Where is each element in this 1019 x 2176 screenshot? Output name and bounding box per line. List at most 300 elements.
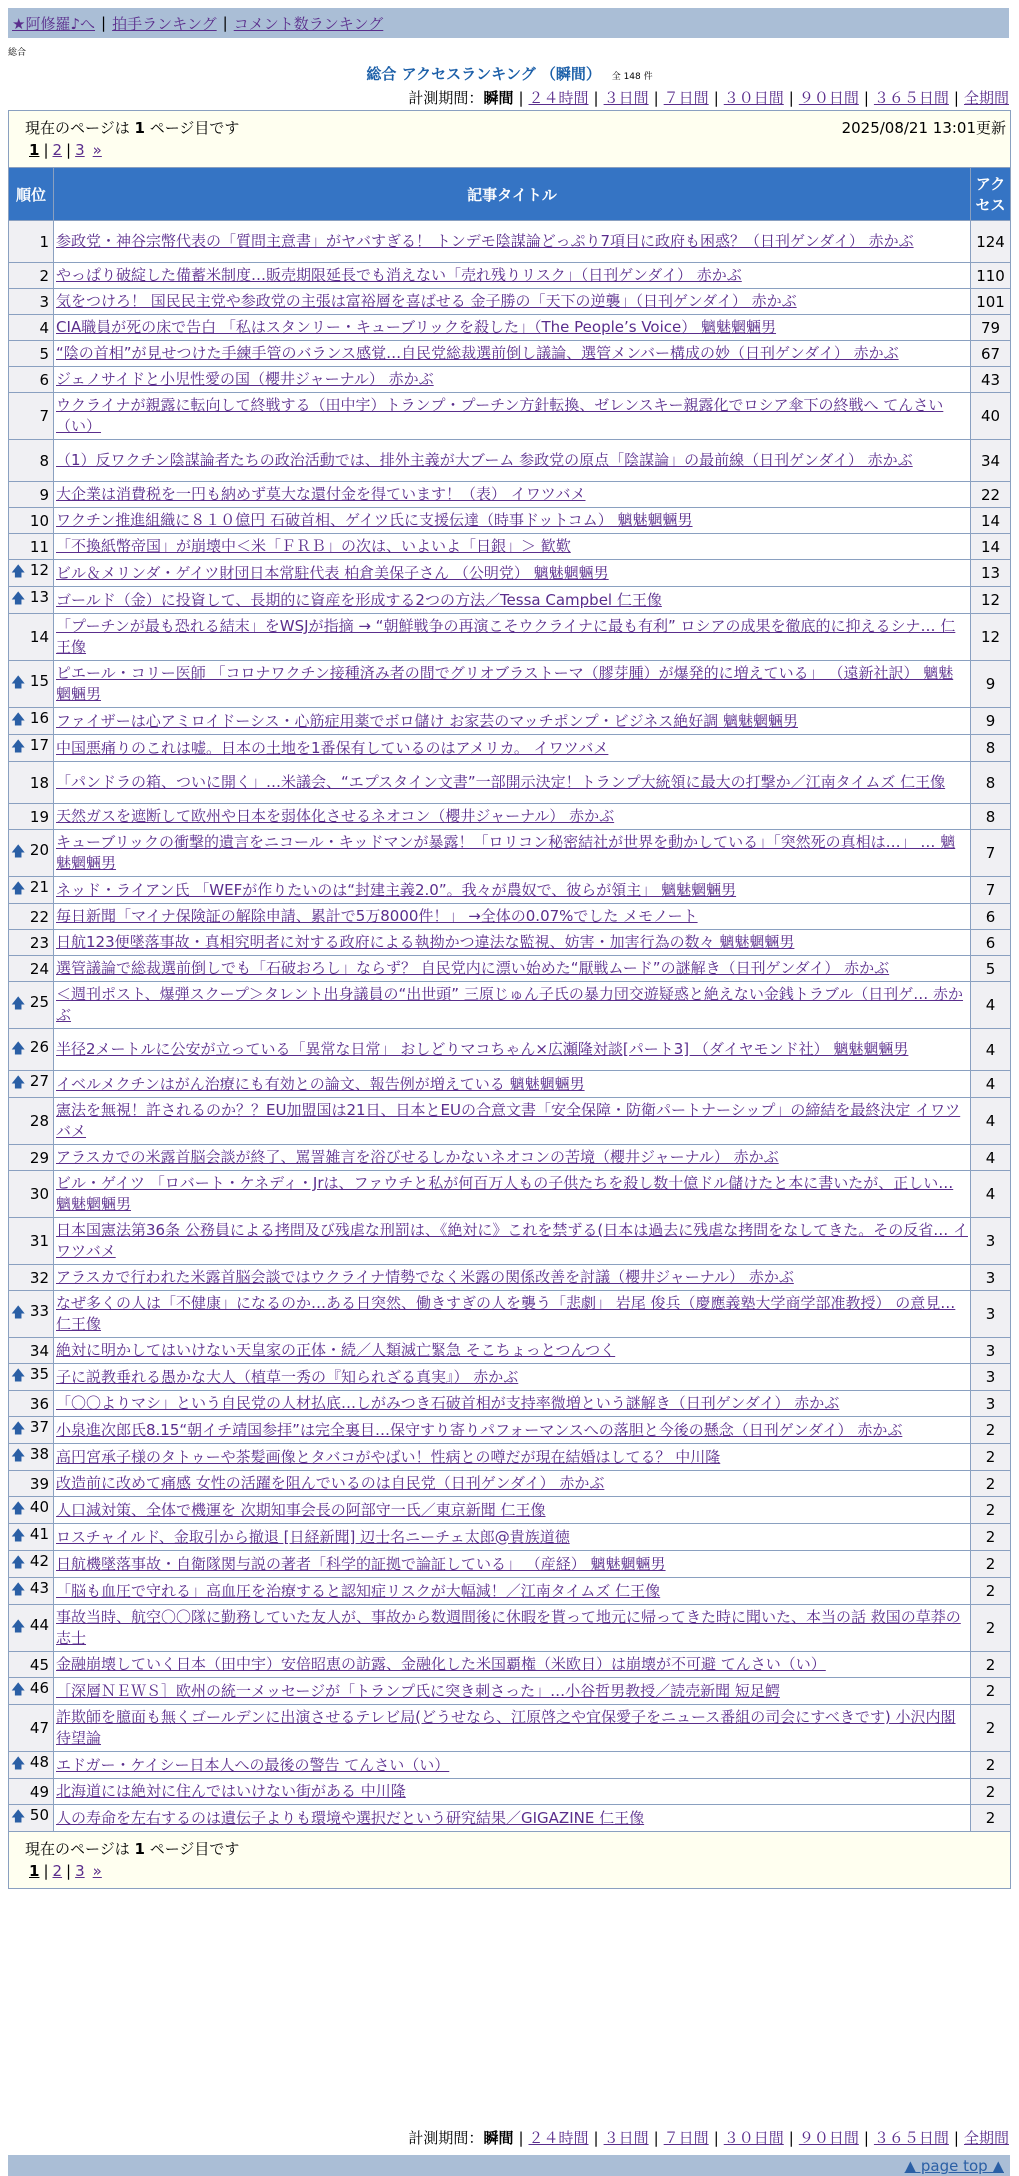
title-cell	[54, 1291, 971, 1338]
arrow-up-icon: 🡅	[11, 1040, 26, 1057]
period-link[interactable]: ９０日間	[798, 2129, 859, 2147]
table-row	[9, 1471, 1011, 1497]
nav-separator: |	[101, 14, 107, 32]
table-row	[9, 221, 1011, 263]
rank-cell	[9, 1171, 54, 1218]
period-link[interactable]: ２４時間	[528, 89, 589, 107]
clap-ranking-link[interactable]: 拍手ランキング	[112, 14, 217, 33]
article-link[interactable]: 日本国憲法第36条 公務員による拷問及び残虐な刑罰は、《絶対に》これを禁ずる(日本は過去に残虐な拷問をなしてきた。その反省… イワツバメ	[56, 1221, 968, 1260]
period-current: 瞬間	[483, 2129, 514, 2147]
rank-cell	[9, 1652, 54, 1678]
title-cell	[54, 560, 971, 587]
rank-cell	[9, 1524, 54, 1551]
rank-cell	[9, 1805, 54, 1832]
article-link[interactable]: 選管議論で総裁選前倒しでも「石破おろし」ならず？ 自民党内に漂い始めた“厭戦ムード”の謎解き（日刊ゲンダイ） 赤かぶ	[56, 959, 890, 977]
arrow-up-icon: 🡅	[11, 996, 26, 1012]
rank-cell	[9, 1029, 54, 1071]
article-link[interactable]: ピエール・コリー医師 「コロナワクチン接種済み者の間でグリオブラストーマ（膠芽腫）が爆発的に増えている」 （遠新社訳） 魑魅魍魎男	[56, 664, 954, 703]
access-count: 2	[971, 1471, 1011, 1497]
title-cell	[54, 289, 971, 315]
rank-number: 9	[39, 485, 49, 504]
title-cell	[54, 1605, 971, 1652]
comment-ranking-link[interactable]: コメント数ランキング	[233, 14, 384, 33]
period-separator: |	[653, 89, 659, 107]
info-row-top	[9, 111, 1011, 168]
rank-number: 37	[29, 1418, 49, 1436]
article-link[interactable]: 絶対に明かしてはいけない天皇家の正体・続／人類滅亡緊急 そこちょっとつんつく	[56, 1341, 616, 1359]
rank-number: 26	[29, 1037, 49, 1056]
arrow-up-icon: 🡅	[11, 1501, 26, 1517]
rank-cell	[9, 1752, 54, 1779]
rank-cell	[9, 1291, 54, 1338]
rank-cell	[9, 1497, 54, 1524]
period-separator: |	[593, 89, 599, 107]
rank-cell	[9, 1364, 54, 1391]
article-link[interactable]: 子に説教垂れる愚かな大人（植草一秀の『知られざる真実』） 赤かぶ	[56, 1367, 519, 1386]
pager-page-3[interactable]: 3	[75, 1862, 85, 1880]
access-count: 34	[971, 440, 1011, 482]
pager-current: 1	[29, 141, 40, 159]
pager: 1 | 2 | 3 »	[29, 141, 102, 159]
table-row	[9, 315, 1011, 341]
article-link[interactable]: 人口減対策、全体で機運を 次期知事会長の阿部守一氏／東京新聞 仁王像	[56, 1500, 546, 1519]
rank-number: 49	[29, 1782, 49, 1801]
rank-cell	[9, 735, 54, 762]
table-row	[9, 1752, 1011, 1779]
table-row	[9, 1678, 1011, 1705]
title-cell	[54, 1779, 971, 1805]
rank-number: 3	[39, 292, 49, 311]
title-cell	[54, 1524, 971, 1551]
rank-number: 17	[29, 736, 49, 754]
title-cell	[54, 1098, 971, 1145]
table-row	[9, 1265, 1011, 1291]
ranking-table	[8, 110, 1011, 1889]
rank-cell	[9, 1417, 54, 1444]
title-cell	[54, 708, 971, 735]
article-link[interactable]: ジェノサイドと小児性愛の国（櫻井ジャーナル） 赤かぶ	[56, 370, 434, 388]
table-row	[9, 1145, 1011, 1171]
arrow-up-icon: 🡅	[11, 1421, 26, 1437]
access-count: 4	[971, 982, 1011, 1029]
access-count: 2	[971, 1417, 1011, 1444]
ranking-title: 総合 アクセスランキング （瞬間）	[366, 65, 601, 83]
updated-time: 2025/08/21 13:01更新	[841, 119, 1007, 137]
article-link[interactable]: 日航123便墜落事故・真相究明者に対する政府による執拗かつ違法な監視、妨害・加害行為の数々 魑魅魍魎男	[56, 933, 795, 951]
table-row	[9, 367, 1011, 393]
period-separator: |	[518, 2129, 524, 2147]
title-cell	[54, 263, 971, 289]
rank-cell	[9, 289, 54, 315]
title-cell	[54, 1805, 971, 1832]
top-nav-bar	[8, 8, 1009, 38]
rank-cell	[9, 1265, 54, 1291]
rank-cell	[9, 587, 54, 614]
rank-cell	[9, 1705, 54, 1752]
rank-cell	[9, 440, 54, 482]
title-cell	[54, 508, 971, 534]
table-row	[9, 482, 1011, 508]
arrow-up-icon: 🡅	[11, 591, 26, 607]
period-link[interactable]: ９０日間	[798, 89, 859, 107]
title-cell	[54, 1652, 971, 1678]
rank-number: 10	[29, 511, 49, 530]
article-link[interactable]: 詐欺師を臆面も無くゴールデンに出演させるテレビ局(どうせなら、江原啓之や宜保愛子をニュース番組の司会にすべきです) 小沢内閣待望論	[56, 1708, 956, 1747]
rank-cell	[9, 534, 54, 560]
table-row	[9, 930, 1011, 956]
period-separator: |	[518, 89, 524, 107]
article-link[interactable]: ワクチン推進組織に８１０億円 石破首相、ゲイツ氏に支援伝達（時事ドットコム） 魑魅魍魎男	[56, 511, 693, 529]
rank-number: 33	[29, 1302, 49, 1320]
access-count: 3	[971, 1291, 1011, 1338]
period-separator: |	[953, 89, 959, 107]
title-cell	[54, 956, 971, 982]
rank-cell	[9, 1218, 54, 1265]
rank-number: 5	[39, 344, 49, 363]
article-link[interactable]: イベルメクチンはがん治療にも有効との論文、報告例が増えている 魑魅魍魎男	[56, 1074, 585, 1093]
rank-cell	[9, 508, 54, 534]
rank-number: 31	[29, 1232, 49, 1250]
article-link[interactable]: 天然ガスを遮断して欧州や日本を弱体化させるネオコン（櫻井ジャーナル） 赤かぶ	[56, 807, 615, 825]
rank-number: 25	[29, 993, 49, 1011]
title-cell	[54, 315, 971, 341]
title-cell	[54, 367, 971, 393]
title-cell	[54, 1678, 971, 1705]
table-row	[9, 1417, 1011, 1444]
table-row	[9, 1338, 1011, 1364]
rank-number: 15	[29, 672, 49, 690]
access-count: 4	[971, 1071, 1011, 1098]
rank-cell	[9, 762, 54, 804]
article-link[interactable]: 「パンドラの箱、ついに開く」…米議会、“エプスタイン文書”一部開示決定！トランプ大統領に最大の打撃か／江南タイムズ 仁王像	[56, 773, 946, 791]
article-link[interactable]: 改造前に改めて痛感 女性の活躍を阻んでいるのは自民党（日刊ゲンダイ） 赤かぶ	[56, 1474, 605, 1492]
article-link[interactable]: ビル＆メリンダ・ゲイツ財団日本常駐代表 柏倉美保子さん （公明党） 魑魅魍魎男	[56, 563, 609, 582]
rank-number: 6	[39, 370, 49, 389]
rank-cell	[9, 1678, 54, 1705]
table-row	[9, 1291, 1011, 1338]
rank-number: 20	[29, 841, 49, 859]
table-row	[9, 263, 1011, 289]
table-row	[9, 1071, 1011, 1098]
title-cell	[54, 930, 971, 956]
rank-cell	[9, 1605, 54, 1652]
table-row	[9, 560, 1011, 587]
period-link[interactable]: ３６５日間	[873, 89, 949, 107]
rank-cell	[9, 661, 54, 708]
category-label: 総合	[8, 48, 27, 58]
access-count: 14	[971, 534, 1011, 560]
table-row	[9, 1524, 1011, 1551]
rank-header: 順位	[9, 168, 54, 221]
article-link[interactable]: ［深層ＮＥＷＳ］欧州の統一メッセージが「トランプ氏に突き刺さった」…小谷哲男教授／読売新聞 短足鰐	[56, 1681, 780, 1700]
article-link[interactable]: 「〇〇よりマシ」という自民党の人材払底…しがみつき石破首相が支持率微増という謎解き（日刊ゲンダイ） 赤かぶ	[56, 1394, 840, 1412]
title-cell	[54, 1551, 971, 1578]
pager-next[interactable]: »	[92, 141, 102, 159]
table-row	[9, 1779, 1011, 1805]
table-row	[9, 735, 1011, 762]
pager-page-2[interactable]: 2	[52, 141, 63, 159]
article-link[interactable]: “陰の首相”が見せつけた手練手管のバランス感覚…自民党総裁選前倒し議論、選管メンバー構成の妙（日刊ゲンダイ） 赤かぶ	[56, 344, 899, 362]
period-selector-top	[408, 87, 1009, 108]
access-count: 110	[971, 263, 1011, 289]
period-separator: |	[953, 2129, 959, 2147]
article-link[interactable]: 事故当時、航空〇〇隊に勤務していた友人が、事故から数週間後に休暇を貰って地元に帰ってきた時に聞いた、本当の話 救国の草莽の志士	[56, 1608, 961, 1647]
access-count: 12	[971, 614, 1011, 661]
table-row	[9, 1578, 1011, 1605]
access-count: 2	[971, 1678, 1011, 1705]
page-title	[0, 63, 1019, 84]
access-count: 4	[971, 1171, 1011, 1218]
rank-cell	[9, 1391, 54, 1417]
page-indicator: 現在のページは 1 ページ目です	[25, 1840, 240, 1858]
article-link[interactable]: ロスチャイルド、金取引から撤退 [日経新聞] 辺士名ニーチェ太郎@貴族道徳	[56, 1527, 570, 1546]
article-link[interactable]: ウクライナが親露に転向して終戦する（田中宇）トランプ・プーチン方針転換、ゼレンスキー親露化でロシア傘下の終戦へ てんさい（い）	[56, 396, 944, 435]
access-count: 2	[971, 1805, 1011, 1832]
access-count: 2	[971, 1705, 1011, 1752]
arrow-up-icon: 🡅	[11, 1756, 26, 1772]
period-link[interactable]: ３日間	[603, 89, 649, 107]
rank-number: 30	[29, 1185, 49, 1203]
access-count: 2	[971, 1752, 1011, 1779]
pager-next[interactable]: »	[92, 1862, 102, 1880]
period-separator: |	[593, 2129, 599, 2147]
pager: 1 | 2 | 3 »	[29, 1862, 102, 1880]
article-link[interactable]: 参政党・神谷宗幣代表の「質問主意書」がヤバすぎる！ トンデモ陰謀論どっぷり7項目に政府も困惑？（日刊ゲンダイ） 赤かぶ	[56, 232, 914, 250]
title-cell	[54, 221, 971, 263]
article-link[interactable]: 気をつけろ！ 国民民主党や参政党の主張は富裕層を喜ばせる 金子勝の「天下の逆襲」（日刊ゲンダイ） 赤かぶ	[56, 292, 797, 310]
article-link[interactable]: ＜週刊ポスト、爆弾スクープ＞タレント出身議員の“出世頭” 三原じゅん子氏の暴力団交遊疑惑と絶えない金銭トラブル（日刊ゲ… 赤かぶ	[56, 985, 964, 1024]
period-separator: |	[713, 2129, 719, 2147]
rank-number: 2	[39, 266, 49, 285]
title-cell	[54, 1391, 971, 1417]
table-header	[9, 168, 1011, 221]
access-count: 2	[971, 1652, 1011, 1678]
table-row	[9, 1652, 1011, 1678]
pager-page-2[interactable]: 2	[52, 1862, 63, 1880]
arrow-up-icon: 🡅	[11, 739, 26, 755]
title-cell	[54, 904, 971, 930]
access-count: 13	[971, 560, 1011, 587]
arrow-up-icon: 🡅	[11, 675, 26, 691]
rank-number: 24	[29, 959, 49, 978]
rank-cell	[9, 1471, 54, 1497]
rank-cell	[9, 1071, 54, 1098]
access-count: 4	[971, 1145, 1011, 1171]
article-link[interactable]: 毎日新聞「マイナ保険証の解除申請、累計で5万8000件！」 →全体の0.07%でした メモノート	[56, 907, 698, 925]
table-row	[9, 904, 1011, 930]
nav-separator: |	[222, 14, 228, 32]
table-row	[9, 982, 1011, 1029]
title-cell	[54, 587, 971, 614]
table-row	[9, 708, 1011, 735]
title-cell	[54, 804, 971, 830]
rank-number: 34	[29, 1341, 49, 1360]
title-cell	[54, 393, 971, 440]
rank-cell	[9, 341, 54, 367]
access-count: 3	[971, 1338, 1011, 1364]
access-count: 3	[971, 1218, 1011, 1265]
access-count: 2	[971, 1524, 1011, 1551]
article-link[interactable]: 大企業は消費税を一円も納めず莫大な還付金を得ています！（表） イワツバメ	[56, 485, 586, 503]
access-count: 79	[971, 315, 1011, 341]
title-cell	[54, 1364, 971, 1391]
info-row-bottom	[9, 1832, 1011, 1889]
rank-number: 50	[29, 1806, 49, 1824]
article-link[interactable]: ネッド・ライアン氏 「WEFが作りたいのは“封建主義2.0”。我々が農奴で、彼らが領主」 魑魅魍魎男	[56, 880, 737, 899]
access-count: 67	[971, 341, 1011, 367]
rank-number: 45	[29, 1655, 49, 1674]
rank-number: 14	[29, 628, 49, 646]
access-count: 3	[971, 1265, 1011, 1291]
period-label: 計測期間：	[408, 2129, 484, 2147]
arrow-up-icon: 🡅	[11, 1075, 26, 1091]
access-count: 8	[971, 804, 1011, 830]
access-count: 40	[971, 393, 1011, 440]
access-count: 12	[971, 587, 1011, 614]
rank-cell	[9, 367, 54, 393]
title-cell	[54, 614, 971, 661]
bottom-bar	[8, 2155, 1010, 2176]
rank-cell	[9, 804, 54, 830]
item-count: 全 148 件	[611, 72, 653, 82]
rank-number: 19	[29, 807, 49, 826]
rank-number: 44	[29, 1616, 49, 1634]
access-count: 4	[971, 1029, 1011, 1071]
rank-cell	[9, 1444, 54, 1471]
article-link[interactable]: 高円宮承子様のタトゥーや茶髪画像とタバコがやばい！性病との噂だが現在結婚はしてる？ 中川隆	[56, 1447, 721, 1466]
rank-cell	[9, 315, 54, 341]
title-cell	[54, 341, 971, 367]
article-link[interactable]: 金融崩壊していく日本（田中宇）安倍昭恵の訪露、金融化した米国覇権（米欧日）は崩壊が不可避 てんさい（い）	[56, 1655, 826, 1673]
article-link[interactable]: ファイザーは心アミロイドーシス・心筋症用薬でボロ儲け お家芸のマッチポンプ・ビジネス絶好調 魑魅魍魎男	[56, 711, 798, 730]
period-link[interactable]: ３０日間	[723, 89, 784, 107]
rank-number: 28	[29, 1112, 49, 1130]
pager-page-3[interactable]: 3	[75, 141, 85, 159]
article-link[interactable]: アラスカでの米露首脳会談が終了、罵詈雑言を浴びせるしかないネオコンの苦境（櫻井ジャーナル） 赤かぶ	[56, 1148, 779, 1166]
period-link[interactable]: 全期間	[963, 89, 1009, 107]
table-row	[9, 877, 1011, 904]
article-link[interactable]: 小泉進次郎氏8.15“朝イチ靖国参拝”は完全裏目…保守すり寄りパフォーマンスへの落胆と今後の懸念（日刊ゲンダイ） 赤かぶ	[56, 1420, 903, 1439]
table-row	[9, 341, 1011, 367]
access-count: 6	[971, 930, 1011, 956]
page-indicator: 現在のページは 1 ページ目です	[25, 119, 240, 137]
access-count: 9	[971, 661, 1011, 708]
access-count: 6	[971, 904, 1011, 930]
rank-number: 43	[29, 1579, 49, 1597]
period-link[interactable]: ３０日間	[723, 2129, 784, 2147]
article-link[interactable]: キューブリックの衝撃的遺言をニコール・キッドマンが暴露！「ロリコン秘密結社が世界を動かしている」「突然死の真相は…」 … 魑魅魍魎男	[56, 833, 956, 872]
access-count: 7	[971, 877, 1011, 904]
period-link[interactable]: 全期間	[963, 2129, 1009, 2147]
rank-number: 40	[29, 1498, 49, 1516]
article-link[interactable]: 中国悪痛りのこれは嘘。日本の土地を1番保有しているのはアメリカ。 イワツバメ	[56, 738, 609, 757]
title-cell	[54, 1497, 971, 1524]
period-link[interactable]: ２４時間	[528, 2129, 589, 2147]
period-separator: |	[653, 2129, 659, 2147]
table-row	[9, 830, 1011, 877]
rank-number: 32	[29, 1268, 49, 1287]
article-link[interactable]: 半径2メートルに公安が立っている「異常な日常」 おしどりマコちゃん×広瀬隆対談[パート3] （ダイヤモンド社） 魑魅魍魎男	[56, 1040, 909, 1058]
period-link[interactable]: ７日間	[663, 89, 709, 107]
access-count: 22	[971, 482, 1011, 508]
arrow-up-icon: 🡅	[11, 1448, 26, 1464]
access-count: 14	[971, 508, 1011, 534]
pager-current: 1	[29, 1862, 40, 1880]
article-link[interactable]: CIA職員が死の床で告白 「私はスタンリー・キューブリックを殺した」（The People’s Voice） 魑魅魍魎男	[56, 318, 777, 336]
rank-number: 27	[29, 1072, 49, 1090]
access-count: 7	[971, 830, 1011, 877]
title-cell	[54, 1471, 971, 1497]
arrow-up-icon: 🡅	[11, 1555, 26, 1571]
rank-number: 4	[39, 318, 49, 337]
rank-number: 11	[29, 537, 49, 556]
access-count: 2	[971, 1444, 1011, 1471]
table-row	[9, 393, 1011, 440]
article-link[interactable]: やっぱり破綻した備蓄米制度…販売期限延長でも消えない「売れ残りリスク」（日刊ゲンダイ） 赤かぶ	[56, 266, 742, 284]
table-row	[9, 1805, 1011, 1832]
title-cell	[54, 1265, 971, 1291]
article-link[interactable]: 憲法を無視！許されるのか？？EU加盟国は21日、日本とEUの合意文書「安全保障・防衛パートナーシップ」の締結を最終決定 イワツバメ	[56, 1101, 961, 1140]
arrow-up-icon: 🡅	[11, 844, 26, 860]
rank-cell	[9, 482, 54, 508]
article-link[interactable]: 「不換紙幣帝国」が崩壊中＜米「ＦＲＢ」の次は、いよいよ「日銀」＞ 歓歎	[56, 537, 571, 555]
article-link[interactable]: ゴールド（金）に投資して、長期的に資産を形成する2つの方法／Tessa Campbel 仁王像	[56, 590, 662, 609]
arrow-up-icon: 🡅	[11, 712, 26, 728]
rank-cell	[9, 1338, 54, 1364]
home-link[interactable]: ★阿修羅♪へ	[12, 14, 96, 33]
rank-cell	[9, 1779, 54, 1805]
rank-cell	[9, 221, 54, 263]
table-row	[9, 661, 1011, 708]
table-row	[9, 1444, 1011, 1471]
rank-number: 29	[29, 1148, 49, 1167]
rank-cell	[9, 956, 54, 982]
article-link[interactable]: ビル・ゲイツ 「ロバート・ケネディ・Jrは、ファウチと私が何百万人もの子供たちを殺し数十億ドル儲けたと本に書いたが、正しい… 魑魅魍魎男	[56, 1174, 954, 1213]
rank-number: 16	[29, 709, 49, 727]
title-cell	[54, 762, 971, 804]
period-selector-bottom	[408, 2127, 1009, 2148]
arrow-up-icon: 🡅	[11, 1809, 26, 1825]
rank-number: 21	[29, 878, 49, 896]
rank-cell	[9, 930, 54, 956]
article-link[interactable]: 日航機墜落事故・自衛隊関与説の著者「科学的証拠で論証している」 （産経） 魑魅魍魎男	[56, 1554, 666, 1573]
access-count: 2	[971, 1497, 1011, 1524]
page-top-link[interactable]: ▲ page top ▲	[904, 2157, 1004, 2175]
title-cell	[54, 1218, 971, 1265]
article-link[interactable]: （1）反ワクチン陰謀論者たちの政治活動では、排外主義が大ブーム 参政党の原点「陰謀論」の最前線（日刊ゲンダイ） 赤かぶ	[56, 451, 913, 469]
article-link[interactable]: アラスカで行われた米露首脳会談ではウクライナ情勢でなく米露の関係改善を討議（櫻井ジャーナル） 赤かぶ	[56, 1268, 794, 1286]
rank-cell	[9, 263, 54, 289]
article-link[interactable]: 北海道には絶対に住んではいけない街がある 中川隆	[56, 1782, 406, 1800]
period-link[interactable]: ３日間	[603, 2129, 649, 2147]
rank-cell	[9, 1145, 54, 1171]
period-link[interactable]: ７日間	[663, 2129, 709, 2147]
article-link[interactable]: 人の寿命を左右するのは遺伝子よりも環境や選択だという研究結果／GIGAZINE 仁王像	[56, 1808, 645, 1827]
article-link[interactable]: なぜ多くの人は「不健康」になるのか…ある日突然、働きすぎの人を襲う「悲劇」 岩尾 俊兵（慶應義塾大学商学部准教授） の意見… 仁王像	[56, 1294, 956, 1333]
title-cell	[54, 661, 971, 708]
title-cell	[54, 735, 971, 762]
rank-cell	[9, 1578, 54, 1605]
table-row	[9, 534, 1011, 560]
article-link[interactable]: 「脳も血圧で守れる」高血圧を治療すると認知症リスクが大幅減！／江南タイムズ 仁王像	[56, 1581, 661, 1600]
article-link[interactable]: 「プーチンが最も恐れる結末」をWSJが指摘 → “朝鮮戦争の再演こそウクライナに最も有利” ロシアの成果を徹底的に抑えるシナ… 仁王像	[56, 617, 956, 656]
article-link[interactable]: エドガー・ケイシー日本人への最後の警告 てんさい（い）	[56, 1755, 450, 1774]
table-row	[9, 1171, 1011, 1218]
title-cell	[54, 1752, 971, 1779]
period-link[interactable]: ３６５日間	[873, 2129, 949, 2147]
access-count: 124	[971, 221, 1011, 263]
table-row	[9, 1029, 1011, 1071]
